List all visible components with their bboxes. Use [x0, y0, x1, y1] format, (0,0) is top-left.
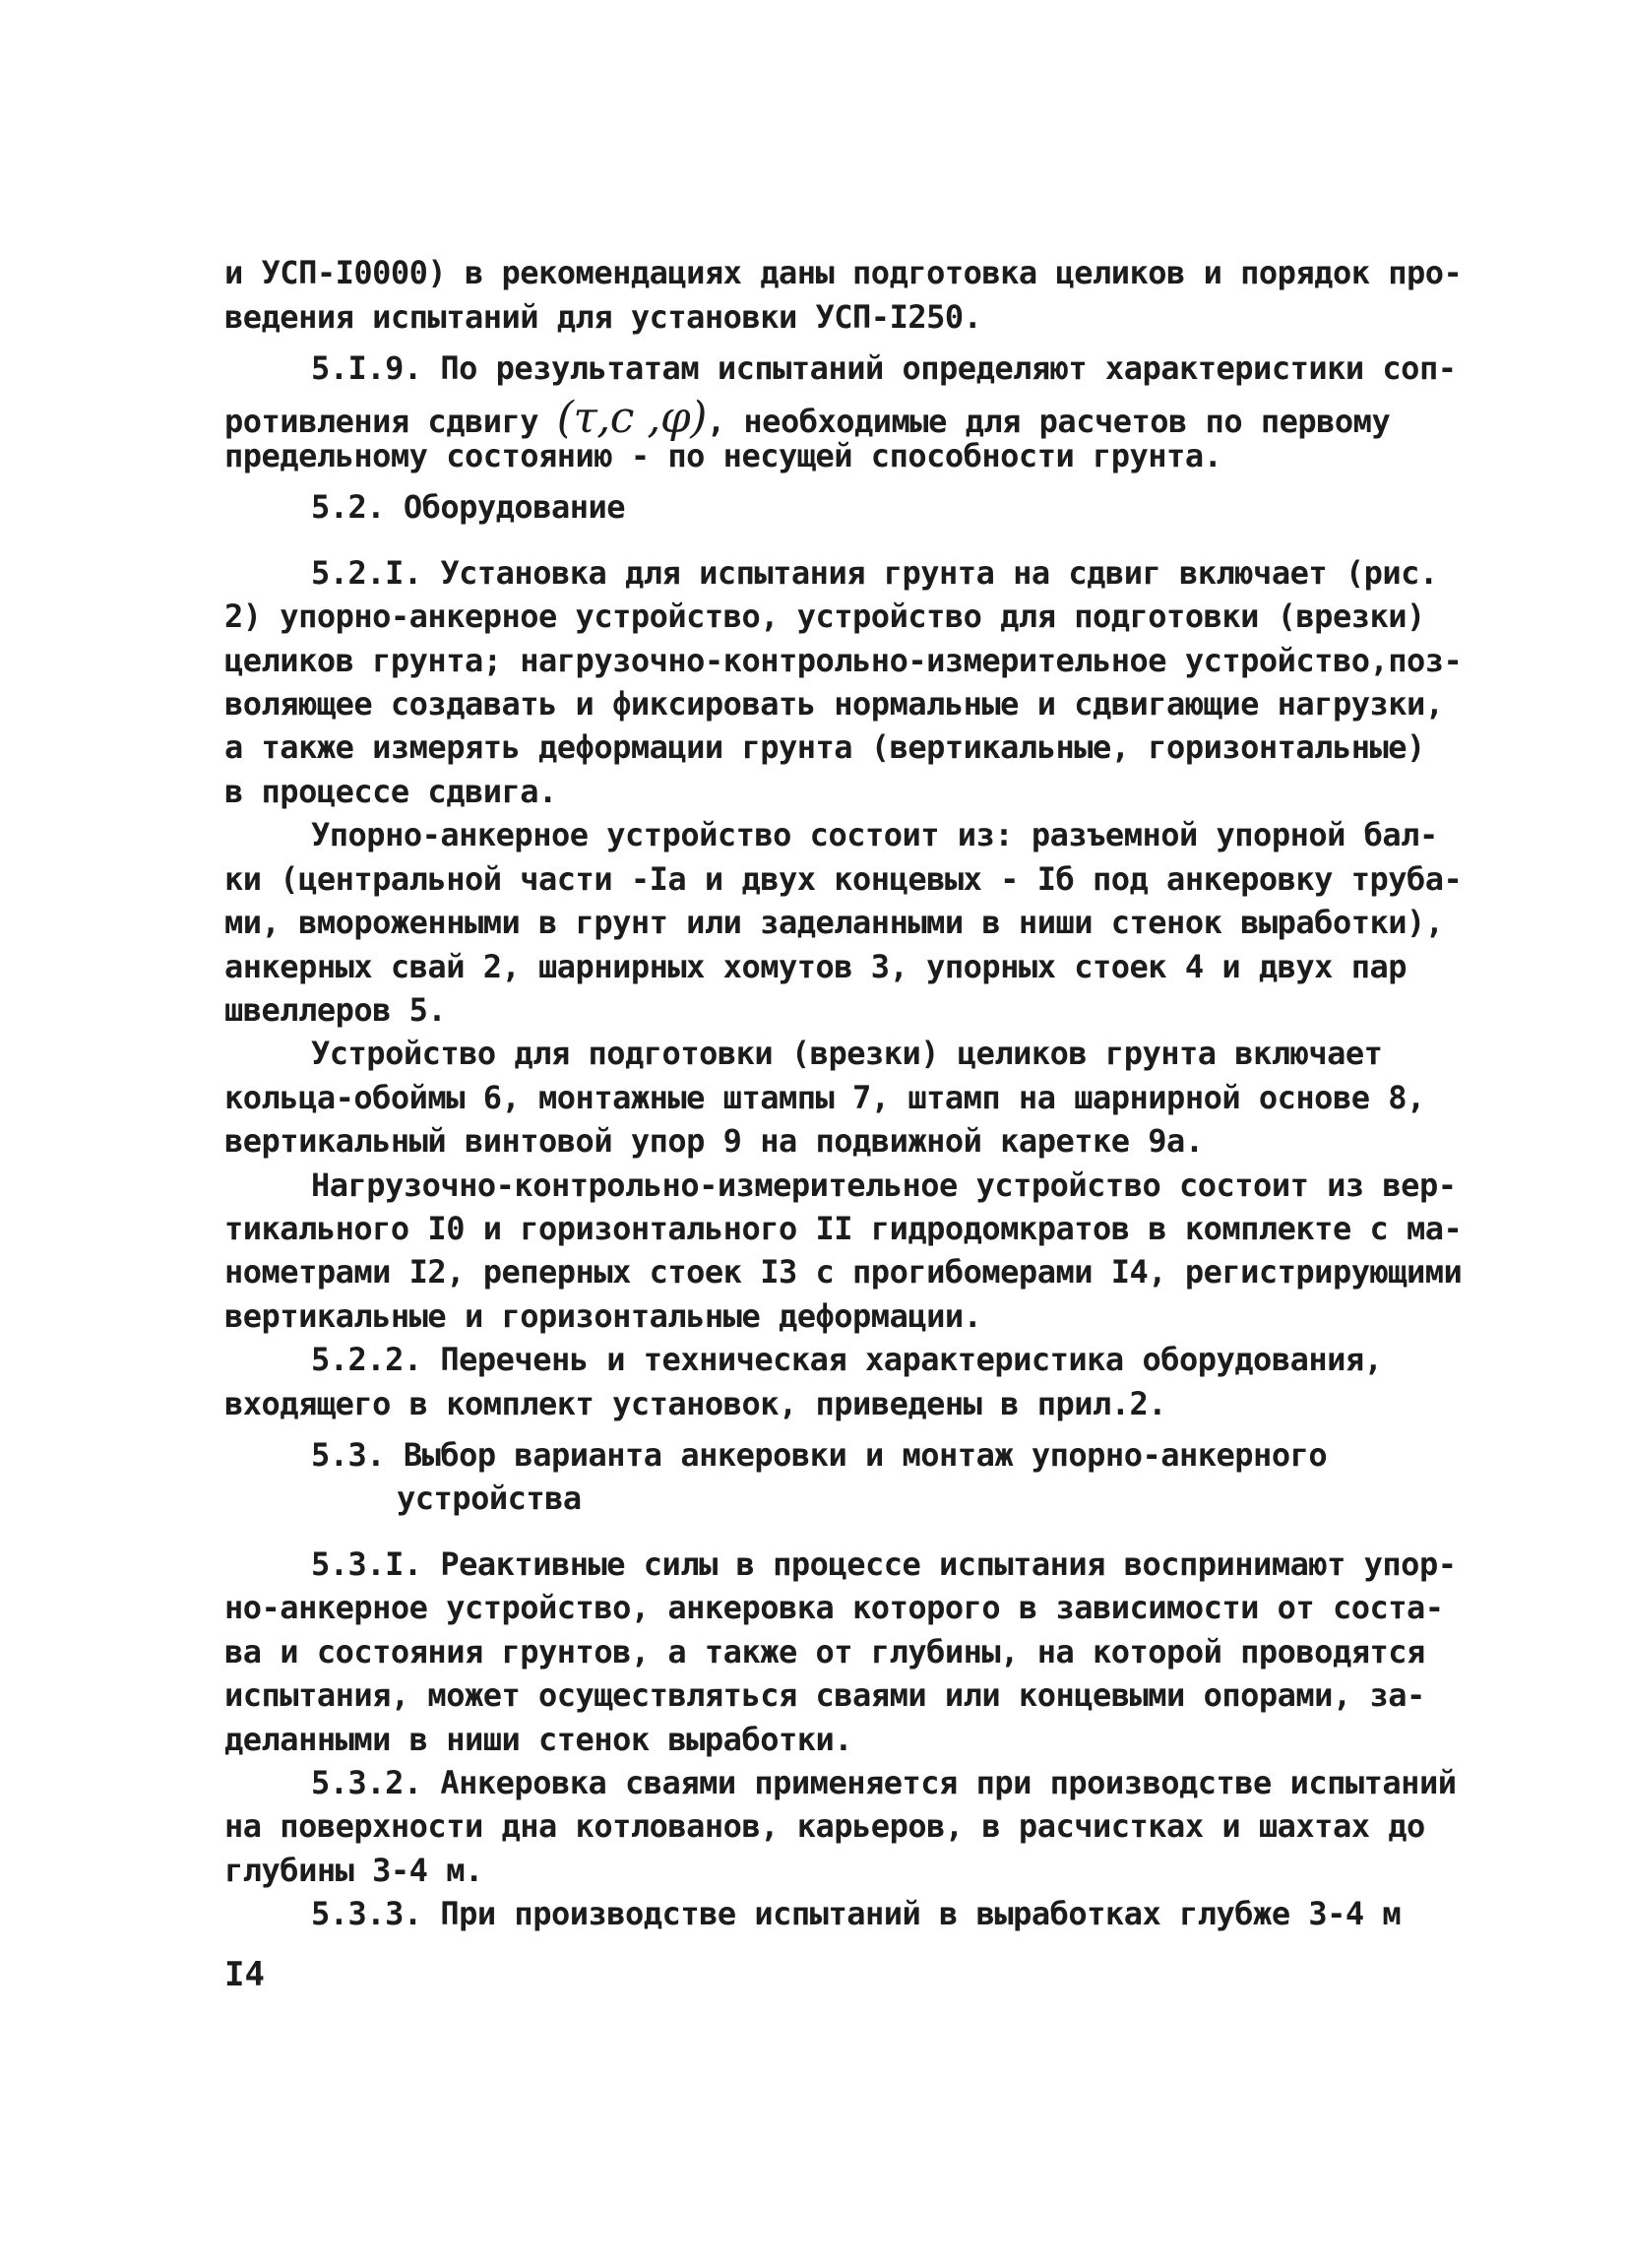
text-line: вертикальный винтовой упор 9 на подвижной каретке 9а.	[224, 1122, 1204, 1160]
paragraph-5-1-9: 5.I.9. По результатам испытаний определяют характеристики соп-	[311, 349, 1457, 387]
text-line: воляющее создавать и фиксировать нормальные и сдвигающие нагрузки,	[224, 685, 1444, 723]
text-line: вертикальные и горизонтальные деформации.	[224, 1297, 982, 1335]
text-line: а также измерять деформации грунта (вертикальные, горизонтальные)	[224, 728, 1425, 766]
text-line: и УСП-I0000) в рекомендациях даны подготовка целиков и порядок про-	[224, 254, 1463, 291]
paragraph-5-3-3: 5.3.3. При производстве испытаний в выработках глубже 3-4 м	[311, 1895, 1402, 1932]
text-line: тикального I0 и горизонтального II гидродомкратов в комплекте с ма-	[224, 1210, 1463, 1247]
text-line: нометрами I2, реперных стоек I3 с прогибомерами I4, регистрирующими	[224, 1253, 1463, 1291]
text-line: кольца-обоймы 6, монтажные штампы 7, штамп на шарнирной основе 8,	[224, 1079, 1425, 1116]
section-heading-5-2: 5.2. Оборудование	[311, 488, 626, 526]
text-line: предельному состоянию - по несущей способности грунта.	[224, 437, 1222, 474]
text-line: глубины 3-4 м.	[224, 1852, 483, 1889]
text-line: в процессе сдвига.	[224, 773, 557, 810]
text-line: швеллеров 5.	[224, 991, 447, 1029]
text-line: ва и состояния грунтов, а также от глубины, на которой проводятся	[224, 1633, 1425, 1670]
section-heading-5-3: 5.3. Выбор варианта анкеровки и монтаж упорно-анкерного	[311, 1436, 1328, 1474]
text-line: ми, вмороженными в грунт или заделанными в ниши стенок выработки),	[224, 904, 1444, 941]
page-number: I4	[224, 1955, 265, 1994]
text-line: Упорно-анкерное устройство состоит из: разъемной упорной бал-	[311, 816, 1438, 853]
text-line: но-анкерное устройство, анкеровка которого в зависимости от соста-	[224, 1589, 1444, 1626]
text-line: на поверхности дна котлованов, карьеров, в расчистках и шахтах до	[224, 1807, 1425, 1845]
text-line: Нагрузочно-контрольно-измерительное устройство состоит из вер-	[311, 1166, 1457, 1204]
text-line: 2) упорно-анкерное устройство, устройство для подготовки (врезки)	[224, 598, 1425, 635]
section-heading-5-3-cont: устройства	[397, 1480, 582, 1517]
text-line: анкерных свай 2, шарнирных хомутов 3, упорных стоек 4 и двух пар	[224, 948, 1407, 985]
text-line: ротивления сдвигу (τ,c ,φ), необходимые для расчетов по первому	[224, 393, 1391, 443]
paragraph-5-2-1: 5.2.I. Установка для испытания грунта на сдвиг включает (рис.	[311, 554, 1438, 592]
text-line: входящего в комплект установок, приведены в прил.2.	[224, 1385, 1167, 1422]
text-line: ки (центральной части -Iа и двух концевых - Iб под анкеровку труба-	[224, 860, 1463, 898]
shear-parameters-formula: (τ,c ,φ)	[556, 393, 707, 443]
text-line: целиков грунта; нагрузочно-контрольно-измерительное устройство,поз-	[224, 642, 1463, 679]
text-line: Устройство для подготовки (врезки) целиков грунта включает	[311, 1035, 1383, 1072]
paragraph-5-3-1: 5.3.I. Реактивные силы в процессе испытания воспринимают упор-	[311, 1545, 1457, 1583]
text-line: ведения испытаний для установки УСП-I250.	[224, 298, 982, 336]
text-line: деланными в ниши стенок выработки.	[224, 1721, 853, 1758]
text-line: испытания, может осуществляться сваями или концевыми опорами, за-	[224, 1676, 1425, 1714]
paragraph-5-2-2: 5.2.2. Перечень и техническая характеристика оборудования,	[311, 1341, 1383, 1378]
paragraph-5-3-2: 5.3.2. Анкеровка сваями применяется при производстве испытаний	[311, 1764, 1457, 1801]
